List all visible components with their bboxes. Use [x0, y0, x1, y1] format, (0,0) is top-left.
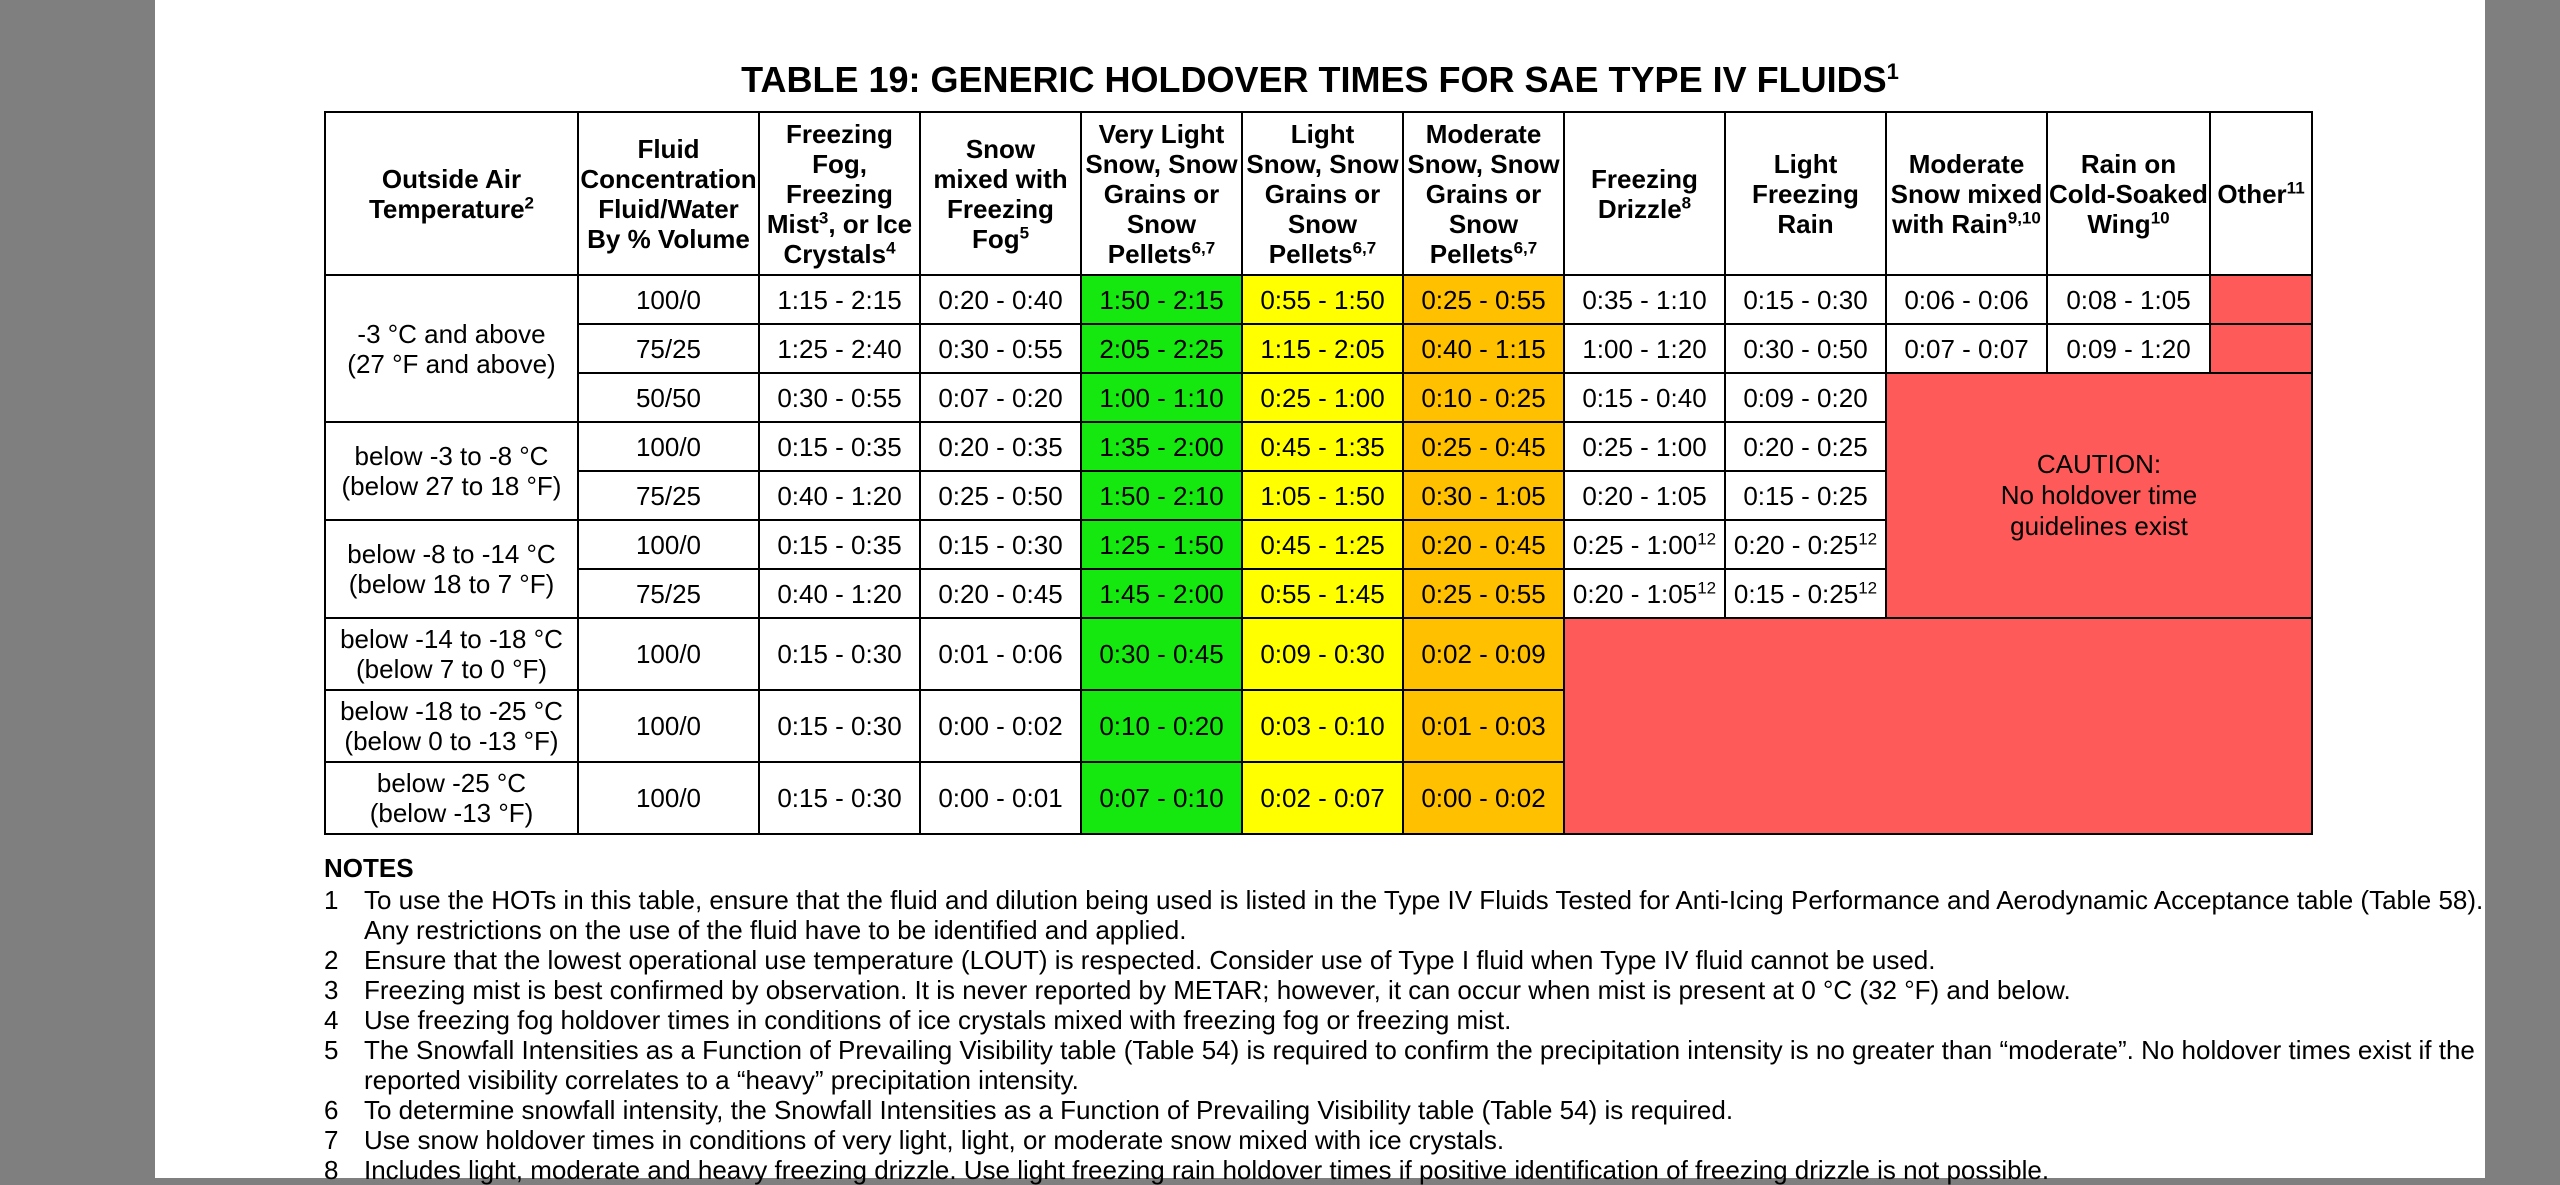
light-freezing-rain-cell: 0:30 - 0:50 — [1725, 324, 1886, 373]
fluid-concentration-cell: 50/50 — [578, 373, 759, 422]
header-other: Other$^{11}$ — [2210, 112, 2312, 275]
note-text: Ensure that the lowest operational use temperature (LOUT) is respected. Consider use of Type I fluid when Type IV fluid cannot be used. — [364, 945, 1936, 975]
note-number: 3 — [324, 975, 339, 1005]
notes-section — [324, 853, 2494, 1185]
very-light-snow-cell: 0:30 - 0:45 — [1081, 618, 1242, 690]
header-light-snow: Light Snow, Snow Grains or Snow Pellets$^{6,7}$ — [1242, 112, 1403, 275]
light-snow-cell: 0:45 - 1:25 — [1242, 520, 1403, 569]
moderate-snow-cell: 0:00 - 0:02 — [1403, 762, 1564, 834]
cold-soaked-wing-cell: 0:09 - 1:20 — [2047, 324, 2210, 373]
temperature-range-cell: below -14 to -18 °C (below 7 to 0 °F) — [325, 618, 578, 690]
note-number: 5 — [324, 1035, 339, 1065]
note-text: Includes light, moderate and heavy freezing drizzle. Use light freezing rain holdover times if positive identification of freezing drizzle is not possible. — [364, 1155, 2050, 1185]
header-moderate-snow: Moderate Snow, Snow Grains or Snow Pellets$^{6,7}$ — [1403, 112, 1564, 275]
snow-freezing-fog-cell: 0:20 - 0:40 — [920, 275, 1081, 324]
header-rain-on-cold-soaked-wing: Rain on Cold-Soaked Wing$^{10}$ — [2047, 112, 2210, 275]
moderate-snow-cell: 0:20 - 0:45 — [1403, 520, 1564, 569]
snow-freezing-fog-cell: 0:15 - 0:30 — [920, 520, 1081, 569]
temperature-range-cell: -3 °C and above (27 °F and above) — [325, 275, 578, 422]
note-number: 7 — [324, 1125, 339, 1155]
note-item — [324, 1095, 2494, 1125]
freezing-drizzle-cell: 0:20 - 1:05 — [1564, 471, 1725, 520]
snow-freezing-fog-cell: 0:20 - 0:45 — [920, 569, 1081, 618]
note-number: 1 — [324, 885, 339, 915]
snow-freezing-fog-cell: 0:07 - 0:20 — [920, 373, 1081, 422]
note-number: 2 — [324, 945, 339, 975]
snow-freezing-fog-cell: 0:00 - 0:01 — [920, 762, 1081, 834]
header-outside-air-temperature: Outside Air Temperature$^2$ — [325, 112, 578, 275]
freezing-drizzle-cell: 0:25 - 1:00 — [1564, 422, 1725, 471]
note-text: To use the HOTs in this table, ensure that the fluid and dilution being used is listed in the Type IV Fluids Tested for Anti-Icing Performance and Aerodynamic Acceptance table (Table 58). Any restrictions on the use of the fluid have to be identified and applied. — [364, 885, 2484, 945]
header-fluid-concentration: Fluid Concentration Fluid/Water By % Volume — [578, 112, 759, 275]
freezing-fog-cell: 0:15 - 0:30 — [759, 690, 920, 762]
snow-freezing-fog-cell: 0:25 - 0:50 — [920, 471, 1081, 520]
note-item — [324, 1005, 2494, 1035]
fluid-concentration-cell: 75/25 — [578, 471, 759, 520]
light-freezing-rain-cell: 0:15 - $0:25^{12}$ — [1725, 569, 1886, 618]
fluid-concentration-cell: 100/0 — [578, 690, 759, 762]
note-number: 8 — [324, 1155, 339, 1185]
title-text: TABLE 19: GENERIC HOLDOVER TIMES FOR SAE TYPE IV FLUIDS — [741, 59, 1887, 100]
freezing-fog-cell: 0:15 - 0:30 — [759, 762, 920, 834]
freezing-fog-cell: 0:15 - 0:35 — [759, 422, 920, 471]
very-light-snow-cell: 1:50 - 2:15 — [1081, 275, 1242, 324]
holdover-table — [324, 111, 2313, 835]
freezing-fog-cell: 0:40 - 1:20 — [759, 569, 920, 618]
light-snow-cell: 0:25 - 1:00 — [1242, 373, 1403, 422]
note-text: To determine snowfall intensity, the Snowfall Intensities as a Function of Prevailing Visibility table (Table 54) is required. — [364, 1095, 1734, 1125]
very-light-snow-cell: 1:50 - 2:10 — [1081, 471, 1242, 520]
table-row — [325, 373, 2312, 422]
freezing-drizzle-cell: 0:35 - 1:10 — [1564, 275, 1725, 324]
header-very-light-snow: Very Light Snow, Snow Grains or Snow Pellets$^{6,7}$ — [1081, 112, 1242, 275]
table-row — [325, 618, 2312, 690]
moderate-snow-cell: 0:25 - 0:55 — [1403, 569, 1564, 618]
freezing-drizzle-cell: 0:20 - $1:05^{12}$ — [1564, 569, 1725, 618]
temperature-range-cell: below -18 to -25 °C (below 0 to -13 °F) — [325, 690, 578, 762]
fluid-concentration-cell: 75/25 — [578, 569, 759, 618]
very-light-snow-cell: 2:05 - 2:25 — [1081, 324, 1242, 373]
freezing-drizzle-cell: 0:15 - 0:40 — [1564, 373, 1725, 422]
moderate-snow-cell: 0:40 - 1:15 — [1403, 324, 1564, 373]
temperature-range-cell: below -25 °C (below -13 °F) — [325, 762, 578, 834]
other-caution-cell — [2210, 275, 2312, 324]
header-moderate-snow-mixed-with-rain: Moderate Snow mixed with Rain$^{9,10}$ — [1886, 112, 2047, 275]
note-item — [324, 975, 2494, 1005]
table-row — [325, 324, 2312, 373]
freezing-drizzle-cell: 1:00 - 1:20 — [1564, 324, 1725, 373]
light-freezing-rain-cell: 0:15 - 0:25 — [1725, 471, 1886, 520]
light-freezing-rain-cell: 0:20 - 0:25 — [1725, 422, 1886, 471]
header-row — [325, 112, 2312, 275]
snow-freezing-fog-cell: 0:00 - 0:02 — [920, 690, 1081, 762]
light-freezing-rain-cell: 0:20 - $0:25^{12}$ — [1725, 520, 1886, 569]
temperature-range-cell: below -8 to -14 °C (below 18 to 7 °F) — [325, 520, 578, 618]
note-number: 6 — [324, 1095, 339, 1125]
light-snow-cell: 0:09 - 0:30 — [1242, 618, 1403, 690]
very-light-snow-cell: 1:00 - 1:10 — [1081, 373, 1242, 422]
freezing-fog-cell: 0:40 - 1:20 — [759, 471, 920, 520]
note-text: Freezing mist is best confirmed by observation. It is never reported by METAR; however, it can occur when mist is present at 0 °C (32 °F) and below. — [364, 975, 2071, 1005]
moderate-snow-cell: 0:25 - 0:55 — [1403, 275, 1564, 324]
document-page — [155, 0, 2485, 1185]
freezing-fog-cell: 1:15 - 2:15 — [759, 275, 920, 324]
header-freezing-fog: Freezing Fog, Freezing Mist$^3$, or Ice Crystals$^4$ — [759, 112, 920, 275]
header-freezing-drizzle: Freezing Drizzle$^8$ — [1564, 112, 1725, 275]
snow-mixed-rain-cell: 0:06 - 0:06 — [1886, 275, 2047, 324]
note-item — [324, 1125, 2494, 1155]
header-light-freezing-rain: Light Freezing Rain — [1725, 112, 1886, 275]
note-text: Use snow holdover times in conditions of very light, light, or moderate snow mixed with ice crystals. — [364, 1125, 1505, 1155]
note-text: Use freezing fog holdover times in conditions of ice crystals mixed with freezing fog or freezing mist. — [364, 1005, 1512, 1035]
light-snow-cell: 1:15 - 2:05 — [1242, 324, 1403, 373]
page-title — [155, 50, 2485, 102]
freezing-fog-cell: 0:15 - 0:35 — [759, 520, 920, 569]
light-snow-cell: 0:03 - 0:10 — [1242, 690, 1403, 762]
very-light-snow-cell: 0:10 - 0:20 — [1081, 690, 1242, 762]
light-snow-cell: 1:05 - 1:50 — [1242, 471, 1403, 520]
light-snow-cell: 0:55 - 1:50 — [1242, 275, 1403, 324]
snow-freezing-fog-cell: 0:30 - 0:55 — [920, 324, 1081, 373]
fluid-concentration-cell: 100/0 — [578, 275, 759, 324]
title-footnote: 1 — [1886, 59, 1899, 84]
freezing-drizzle-cell: 0:25 - $1:00^{12}$ — [1564, 520, 1725, 569]
snow-freezing-fog-cell: 0:01 - 0:06 — [920, 618, 1081, 690]
fluid-concentration-cell: 100/0 — [578, 762, 759, 834]
caution-cell-low-temp — [1564, 618, 2312, 834]
moderate-snow-cell: 0:25 - 0:45 — [1403, 422, 1564, 471]
fluid-concentration-cell: 75/25 — [578, 324, 759, 373]
note-item — [324, 1155, 2494, 1185]
note-text: The Snowfall Intensities as a Function of Prevailing Visibility table (Table 54) is required to confirm the precipitation intensity is no greater than “moderate”. No holdover times exist if the reported visibility correlates to a “heavy” precipitation intensity. — [364, 1035, 2475, 1095]
light-snow-cell: 0:45 - 1:35 — [1242, 422, 1403, 471]
light-snow-cell: 0:02 - 0:07 — [1242, 762, 1403, 834]
note-item — [324, 885, 2494, 945]
note-item — [324, 945, 2494, 975]
fluid-concentration-cell: 100/0 — [578, 520, 759, 569]
fluid-concentration-cell: 100/0 — [578, 618, 759, 690]
note-item — [324, 1035, 2494, 1095]
fluid-concentration-cell: 100/0 — [578, 422, 759, 471]
caution-cell: CAUTION: No holdover time guidelines exist — [1886, 373, 2312, 618]
light-snow-cell: 0:55 - 1:45 — [1242, 569, 1403, 618]
very-light-snow-cell: 0:07 - 0:10 — [1081, 762, 1242, 834]
moderate-snow-cell: 0:01 - 0:03 — [1403, 690, 1564, 762]
freezing-fog-cell: 1:25 - 2:40 — [759, 324, 920, 373]
cold-soaked-wing-cell: 0:08 - 1:05 — [2047, 275, 2210, 324]
snow-freezing-fog-cell: 0:20 - 0:35 — [920, 422, 1081, 471]
very-light-snow-cell: 1:25 - 1:50 — [1081, 520, 1242, 569]
table-row — [325, 275, 2312, 324]
temperature-range-cell: below -3 to -8 °C (below 27 to 18 °F) — [325, 422, 578, 520]
notes-heading: NOTES — [324, 853, 414, 883]
header-snow-mixed-with-freezing-fog: Snow mixed with Freezing Fog$^5$ — [920, 112, 1081, 275]
moderate-snow-cell: 0:30 - 1:05 — [1403, 471, 1564, 520]
very-light-snow-cell: 1:35 - 2:00 — [1081, 422, 1242, 471]
snow-mixed-rain-cell: 0:07 - 0:07 — [1886, 324, 2047, 373]
moderate-snow-cell: 0:10 - 0:25 — [1403, 373, 1564, 422]
moderate-snow-cell: 0:02 - 0:09 — [1403, 618, 1564, 690]
very-light-snow-cell: 1:45 - 2:00 — [1081, 569, 1242, 618]
other-caution-cell — [2210, 324, 2312, 373]
light-freezing-rain-cell: 0:15 - 0:30 — [1725, 275, 1886, 324]
light-freezing-rain-cell: 0:09 - 0:20 — [1725, 373, 1886, 422]
freezing-fog-cell: 0:15 - 0:30 — [759, 618, 920, 690]
note-number: 4 — [324, 1005, 339, 1035]
freezing-fog-cell: 0:30 - 0:55 — [759, 373, 920, 422]
